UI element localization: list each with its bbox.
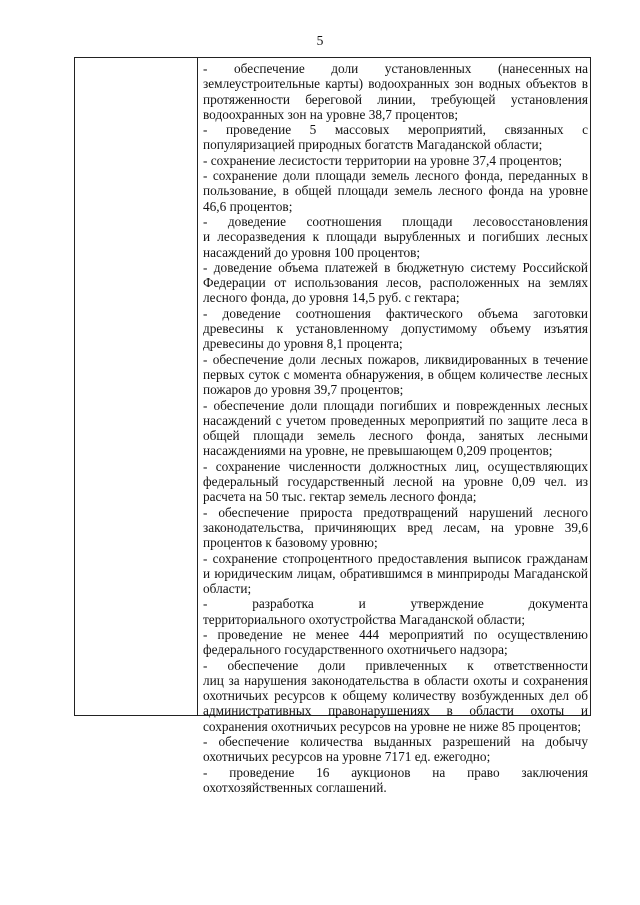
list-item: - сохранение лесистости территории на уровне 37,4 процентов; [203, 152, 563, 168]
list-item: - обеспечение доли площади погибших и поврежденных лесных насаждений с учетом проведенных мероприятий по защите леса в общей площади земель лесного фонда, занятых лесными насаждениями на уровне, не превышающем 0,209 процентов; [203, 397, 592, 459]
list-item: - сохранение численности должностных лиц, осуществляющих федеральный государственный лесной на уровне 0,09 чел. из расчета на 50 тыс. гектар земель лесного фонда; [203, 458, 592, 505]
list-item: - обеспечение прироста предотвращений нарушений лесного законодательства, причиняющих вред лесам, на уровне 39,6 процентов к базовому уровню; [203, 504, 592, 551]
table-left-cell [75, 58, 197, 715]
list-item: - обеспечение доли привлеченных к ответственности лиц за нарушения законодательства в области охоты и сохранения охотничьих ресурсов к общему количеству возбужденных дел об административных правонарушениях в области охоты и сохранения охотничьих ресурсов на уровне не ниже 85 процентов; [203, 657, 608, 734]
list-item: - проведение 16 аукционов на право заключения охотхозяйственных соглашений. [203, 764, 592, 795]
list-item: - проведение 5 массовых мероприятий, связанных с популяризацией природных богатств Магаданской области; [203, 122, 592, 153]
list-item: - обеспечение доли установленных (нанесенных на землеустроительные карты) водоохранных зон водных объектов в протяженности береговой линии, требующей установления водоохранных зон на уровне 38,7 процентов; [203, 61, 592, 122]
list-item: - разработка и утверждение документа территориального охотустройства Магаданской области; [203, 596, 608, 627]
column-divider [197, 58, 198, 715]
list-item: - доведение объема платежей в бюджетную систему Российской Федерации от использования лесов, расположенных на землях лесного фонда, до уровня 14,5 руб. с гектара; [203, 259, 592, 306]
page-number: 5 [316, 33, 324, 48]
list-item: - проведение не менее 444 мероприятий по осуществлению федерального государственного охотничьего надзора; [203, 626, 592, 658]
list-item: - обеспечение количества выданных разрешений на добычу охотничьих ресурсов на уровне 7171 ед. ежегодно; [203, 734, 592, 765]
list-item: - обеспечение доли лесных пожаров, ликвидированных в течение первых суток с момента обнаружения, в общем количестве лесных пожаров до уровня 39,7 процентов; [203, 351, 592, 398]
list-item: - доведение соотношения площади лесовосстановления и лесоразведения к площади вырубленных и погибших лесных насаждений до уровня 100 процентов; [203, 213, 592, 260]
document-table [74, 57, 608, 795]
list-item: - доведение соотношения фактического объема заготовки древесины к установленному допустимому объему изъятия древесины до уровня 8,1 процента; [203, 305, 592, 352]
list-item: - сохранение доли площади земель лесного фонда, переданных в пользование, в общей площади земель лесного фонда на уровне 46,6 процентов; [203, 168, 592, 214]
list-item: - сохранение стопроцентного предоставления выписок гражданам и юридическим лицам, обратившимся в минприроды Магаданской области; [203, 550, 592, 597]
table-right-cell [203, 61, 608, 795]
